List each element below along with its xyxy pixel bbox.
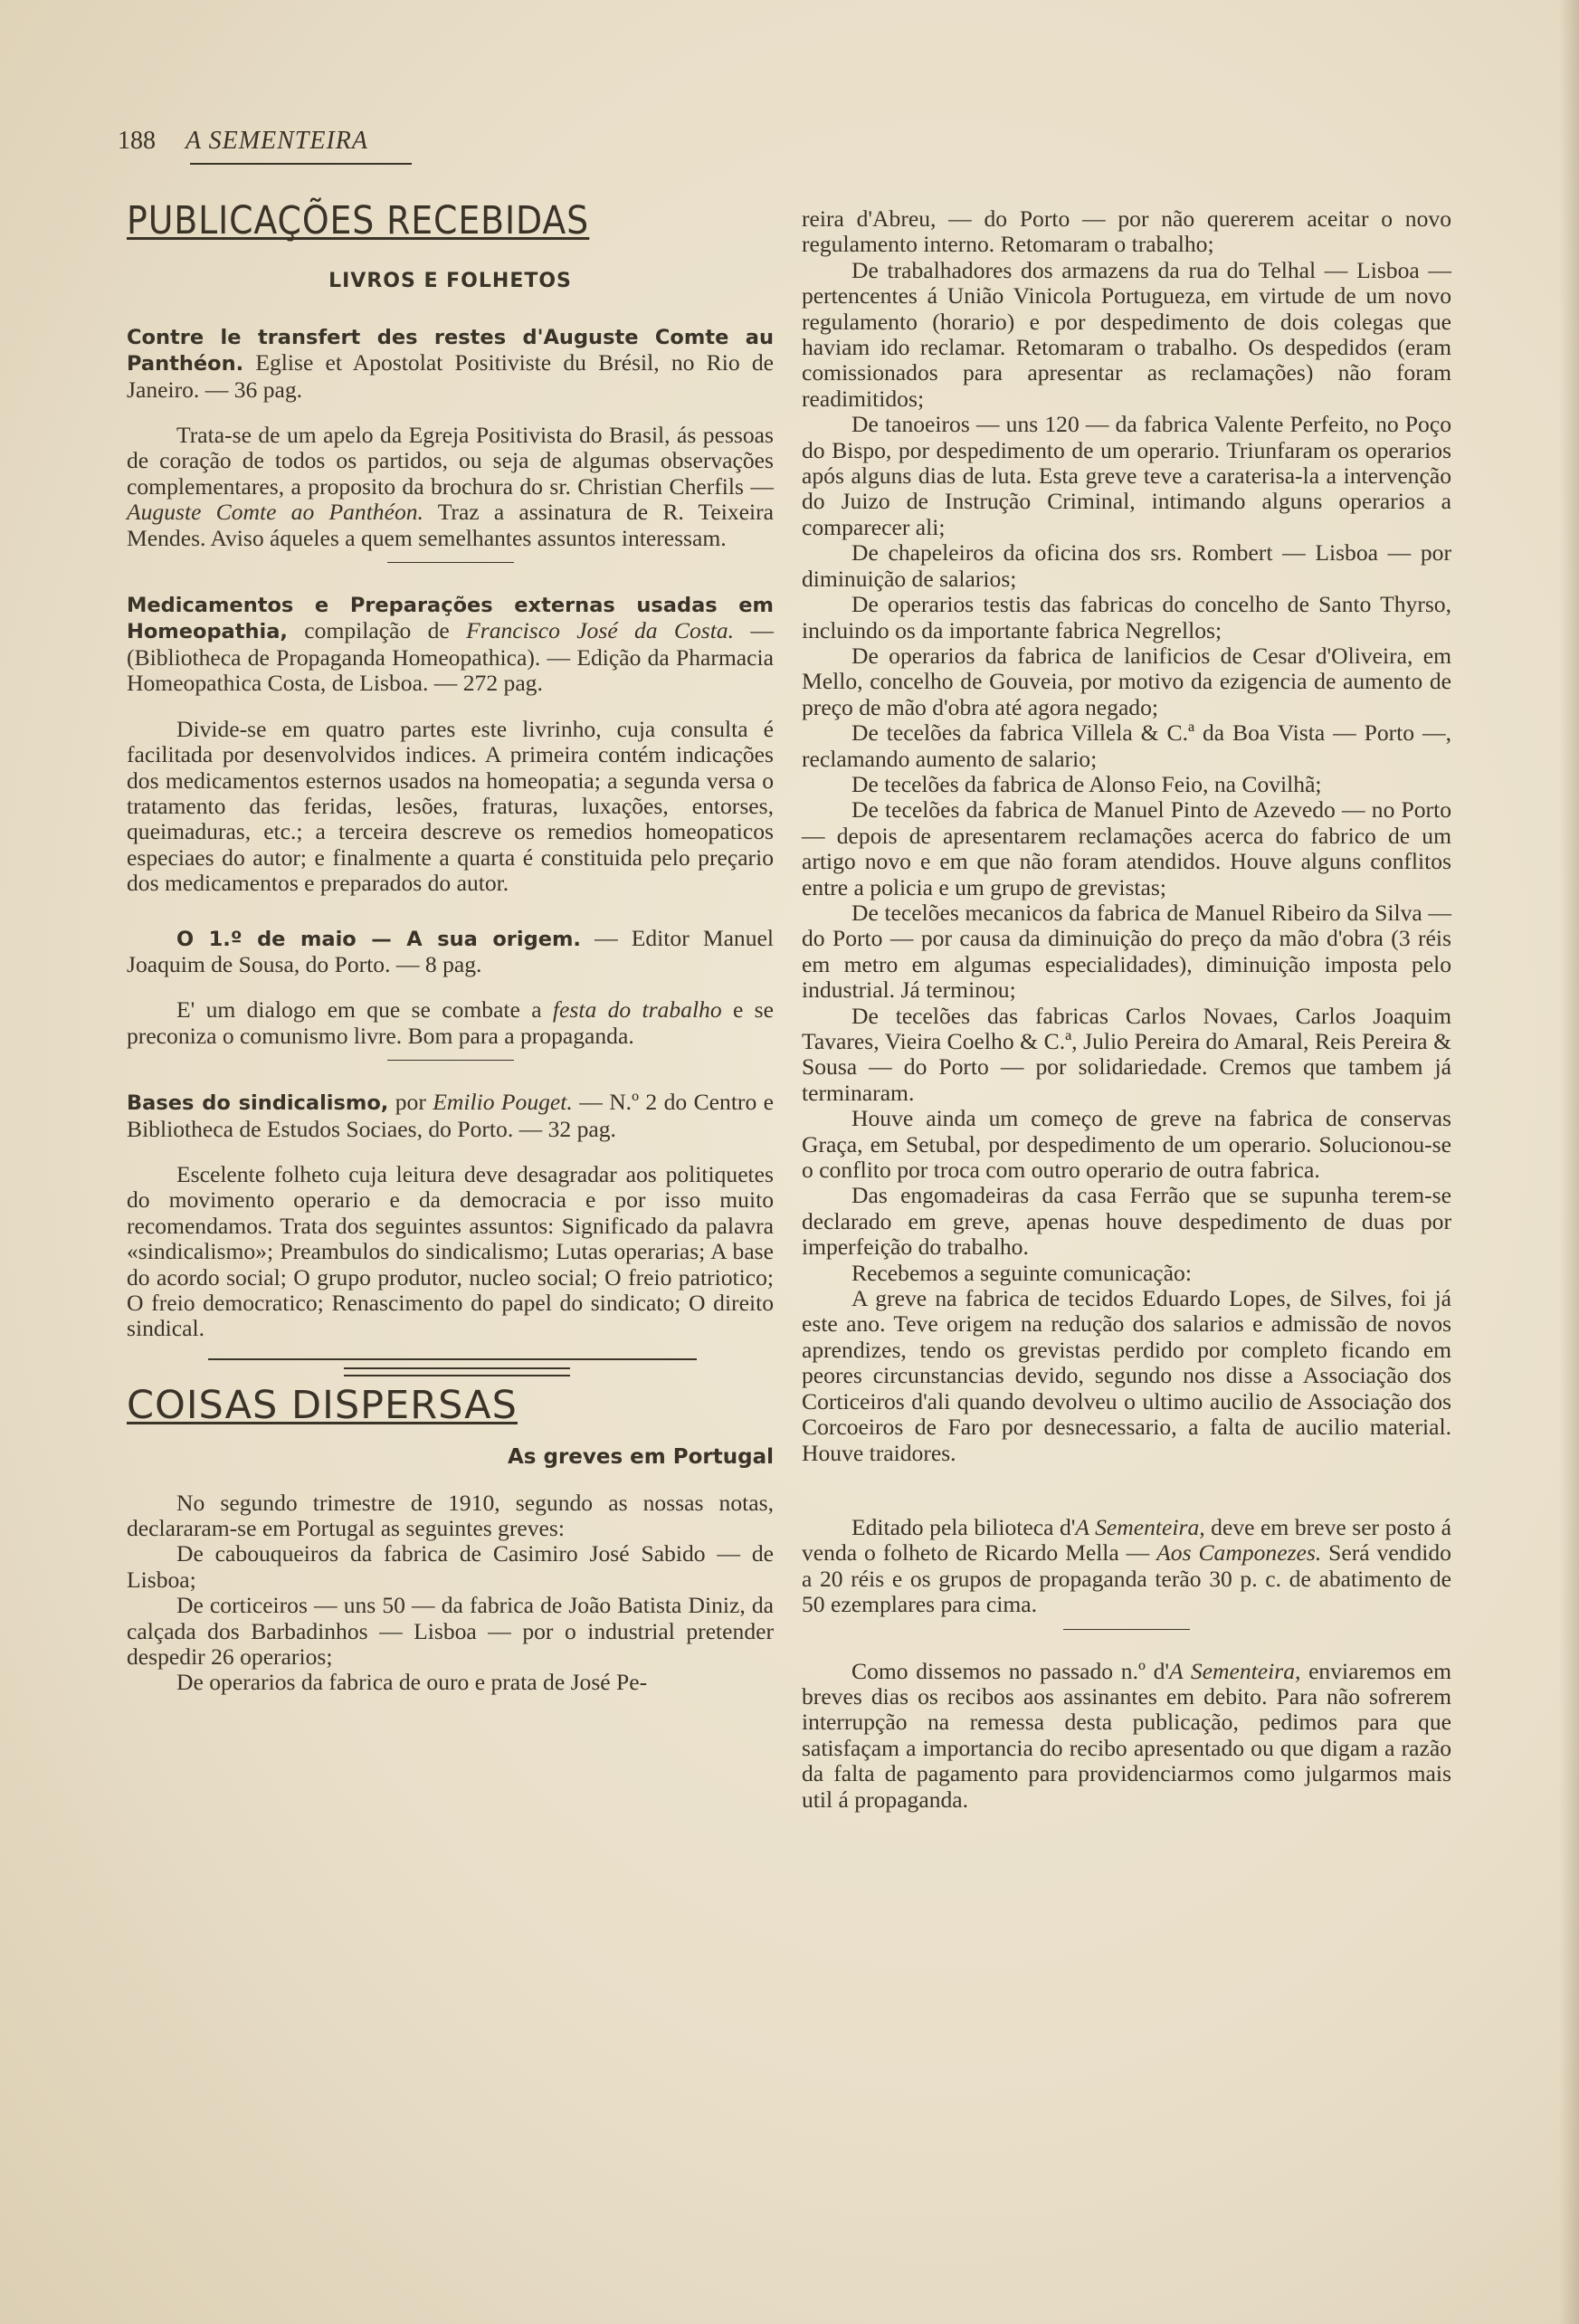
greves-item: De tanoeiros — uns 120 — da fabrica Valente Perfeito, no Poço do Bispo, por despedimento de um operario. Triunfaram os operarios após alguns dias de luta. Esta greve teve a caraterisa-la a intervenção do Juizo de Instrução Criminal, intimando alguns operarios a comparecer ali; [802, 411, 1451, 540]
greves-item: De tecelões mecanicos da fabrica de Manuel Ribeiro da Silva — do Porto — por causa da diminuição do preço da mão d'obra (3 réis em metro em algumas especialidades), diminuição imposta pelo industrial. Já terminou; [802, 899, 1451, 1004]
item4-body: Escelente folheto cuja leitura deve desagradar aos politiquetes do movimento operario e da democracia e por isso muito recomendamos. Trata dos seguintes assuntos: Significado da palavra «sindicalismo»; Preambulos do sindicalismo; Lutas operarias; A base do acordo social; O grupo produtor, nucleo social; O freio patriotico; O freio democratico; Renascimento do papel do sindicato; O direito sindical. [127, 1160, 774, 1342]
greves-heading: As greves em Portugal [507, 1445, 774, 1470]
greves-item: De tecelões da fabrica de Manuel Pinto de Azevedo — no Porto — depois de apresentarem reclamações acerca do fabrico de um artigo novo e em que não foram atendidos. Houve alguns conflitos entre a policia e um grupo de grevistas; [802, 796, 1451, 900]
page-edge-shadow [1559, 0, 1579, 2324]
greves-item: De trabalhadores dos armazens da rua do Telhal — Lisboa — pertencentes á União Vinicola Portugueza, em virtude de um novo regulamento (horario) e por despedimento de dois colegas que haviam ido reclamar. Retomaram o trabalho. Os despedidos (eram comissionados para apresentar as reclamações) não foram readimitidos; [802, 256, 1451, 412]
section-title-publicacoes: PUBLICAÇÕES RECEBIDAS [127, 198, 590, 243]
notice-folheto: Editado pela bilioteca d'A Sementeira, deve em breve ser posto á venda o folheto de Ricardo Mella — Aos Camponezes. Será vendido a 20 réis e os grupos de propaganda terão 30 p. c. de abatimento de 50 ezemplares para cima. [802, 1513, 1451, 1618]
item4-entry: Bases do sindicalismo, por Emilio Pouget. — N.º 2 do Centro e Bibliotheca de Estudos Sociaes, do Porto. — 32 pag. [127, 1089, 775, 1142]
running-header [118, 127, 368, 156]
section-title-coisas: COISAS DISPERSAS [127, 1382, 518, 1428]
greves-item: De operarios da fabrica de ouro e prata de José Pe- [176, 1669, 648, 1696]
item2-entry: Medicamentos e Preparações externas usadas em Homeopathia, compilação de Francisco José da Costa. — (Bibliotheca de Propaganda Homeopathica). — Edição da Pharmacia Homeopathica Costa, de Lisboa. — 272 pag. [127, 594, 775, 697]
left-column [127, 186, 774, 1696]
greves-item: Houve ainda um começo de greve na fabrica de conservas Graça, em Setubal, por despedimento de um operario. Solucionou-se o conflito por troca com outro operario de outra fabrica. [802, 1105, 1451, 1184]
item1-entry: Contre le transfert des restes d'Auguste Comte au Panthéon. Eglise et Apostolat Positiviste du Brésil, no Rio de Janeiro. — 36 pag. [127, 325, 774, 403]
item1-body: Trata-se de um apelo da Egreja Positivista do Brasil, ás pessoas de coração de todos os partidos, ou seja de algumas observações complementares, a proposito da brochura do sr. Christian Cherfils — Auguste Comte ao Panthéon. Traz a assinatura de R. Teixeira Mendes. Aviso áqueles a quem semelhantes assuntos interessam. [127, 422, 774, 551]
greves-item: A greve na fabrica de tecidos Eduardo Lopes, de Silves, foi já este ano. Teve origem na redução dos salarios e admissão de novos aprendizes, tendo os grevistas perdido por completo ficando em peores circunstancias devido, segundo nos disse a Associação dos Corticeiros d'ali quando devolveu o ultimo aucilio de Associação dos Corcoeiros de Faro por desnecessario, a falta de aucilio material. Houve traidores. [802, 1285, 1451, 1466]
journal-name: A SEMENTEIRA [185, 127, 369, 155]
item3-entry: O 1.º de maio — A sua origem. — Editor Manuel Joaquim de Sousa, do Porto. — 8 pag. [127, 924, 774, 977]
greves-item: De corticeiros — uns 50 — da fabrica de João Batista Diniz, da calçada dos Barbadinhos — Lisboa — por o industrial pretender despedir 26 operarios; [127, 1592, 774, 1671]
greves-item: De operarios da fabrica de lanificios de Cesar d'Oliveira, em Mello, concelho de Gouveia, por motivo da ezigencia de aumento de preço de mão d'obra até agora negado; [802, 642, 1451, 720]
greves-item: De chapeleiros da oficina dos srs. Rombert — Lisboa — por diminuição de salarios; [802, 539, 1451, 592]
greves-item: De tecelões da fabrica de Alonso Feio, na Covilhã; [851, 770, 1322, 797]
header-rule [190, 163, 412, 165]
item3-body: E' um dialogo em que se combate a festa do trabalho e se preconiza o comunismo livre. Bom para a propaganda. [127, 996, 774, 1049]
greves-item: De tecelões da fabrica Villela & C.ª da Boa Vista — Porto —, reclamando aumento de salario; [802, 719, 1451, 772]
greves-item: Das engomadeiras da casa Ferrão que se supunha terem-se declarado em greve, apenas houve despedimento de duas por imperfeição do trabalho. [802, 1182, 1451, 1261]
greves-item: De tecelões das fabricas Carlos Novaes, Carlos Joaquim Tavares, Vieira Coelho & C.ª, Julio Pereira do Amaral, Reis Pereira & Sousa — do Porto — por solidariedade. Cremos que tambem já terminaram. [802, 1002, 1451, 1106]
greves-item: De operarios testis das fabricas do concelho de Santo Thyrso, incluindo os da importante fabrica Negrellos; [802, 591, 1451, 643]
greves-item: De cabouqueiros da fabrica de Casimiro José Sabido — de Lisboa; [127, 1540, 774, 1593]
greves-item: reira d'Abreu, — do Porto — por não quererem aceitar o novo regulamento interno. Retomaram o trabalho; [802, 205, 1451, 258]
notice-recibos: Como dissemos no passado n.º d'A Sementeira, enviaremos em breves dias os recibos aos assinantes em debito. Para não sofrerem interrupção na remessa desta publicação, pedimos para que satisfaçam a importancia do recibo apresentado ou que digam a razão da falta de pagamento para providenciarmos como julgarmos mais util á propaganda. [802, 1657, 1451, 1813]
right-column [802, 206, 1451, 1813]
item2-body: Divide-se em quatro partes este livrinho, cuja consulta é facilitada por desenvolvidos indices. A primeira contém indicações dos medicamentos esternos usados na homeopatia; a segunda versa o tratamento das feridas, lesões, fraturas, luxações, entorses, queimaduras, etc.; a terceira descreve os remedios homeopaticos especiaes do autor; e finalmente a quarta é constituida pelo preçario dos medicamentos e preparados do autor. [127, 715, 774, 897]
section-divider [127, 1349, 774, 1386]
livros-heading: LIVROS E FOLHETOS [328, 270, 572, 293]
page-number: 188 [118, 127, 156, 155]
greves-intro: No segundo trimestre de 1910, segundo as nossas notas, declararam-se em Portugal as seguintes greves: [127, 1489, 774, 1542]
greves-item: Recebemos a seguinte comunicação: [851, 1259, 1192, 1286]
